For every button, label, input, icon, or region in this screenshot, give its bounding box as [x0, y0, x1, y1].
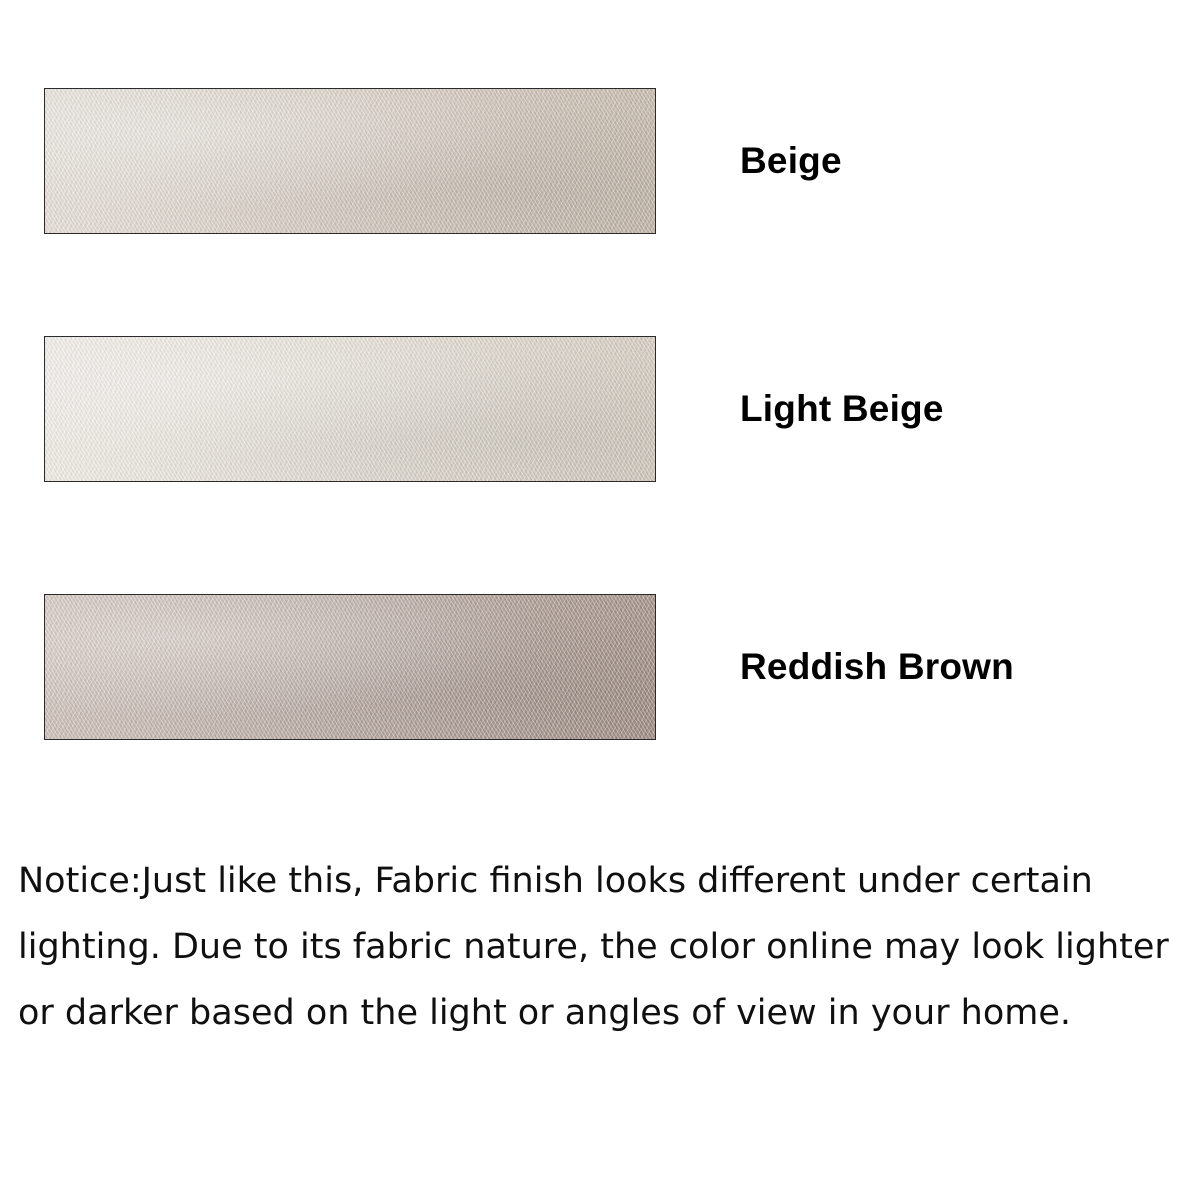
- swatch-label: Light Beige: [740, 388, 944, 429]
- swatch-label: Beige: [740, 140, 842, 181]
- notice-text: Notice:Just like this, Fabric finish looks different under certain lighting. Due to its fabric nature, the color online may look lighter or darker based on the light or angles of view in your home.: [18, 861, 1169, 1033]
- fabric-swatch-light-beige: [44, 336, 656, 482]
- swatch-row: [0, 88, 1200, 234]
- swatch-label: Reddish Brown: [740, 646, 1014, 687]
- swatch-weave-texture: [45, 89, 655, 233]
- fabric-swatch-reddish-brown: [44, 594, 656, 740]
- fabric-swatch-beige: [44, 88, 656, 234]
- swatch-weave-texture: [45, 595, 655, 739]
- swatch-row: [0, 336, 1200, 482]
- swatch-weave-texture: [45, 337, 655, 481]
- swatch-row: [0, 594, 1200, 740]
